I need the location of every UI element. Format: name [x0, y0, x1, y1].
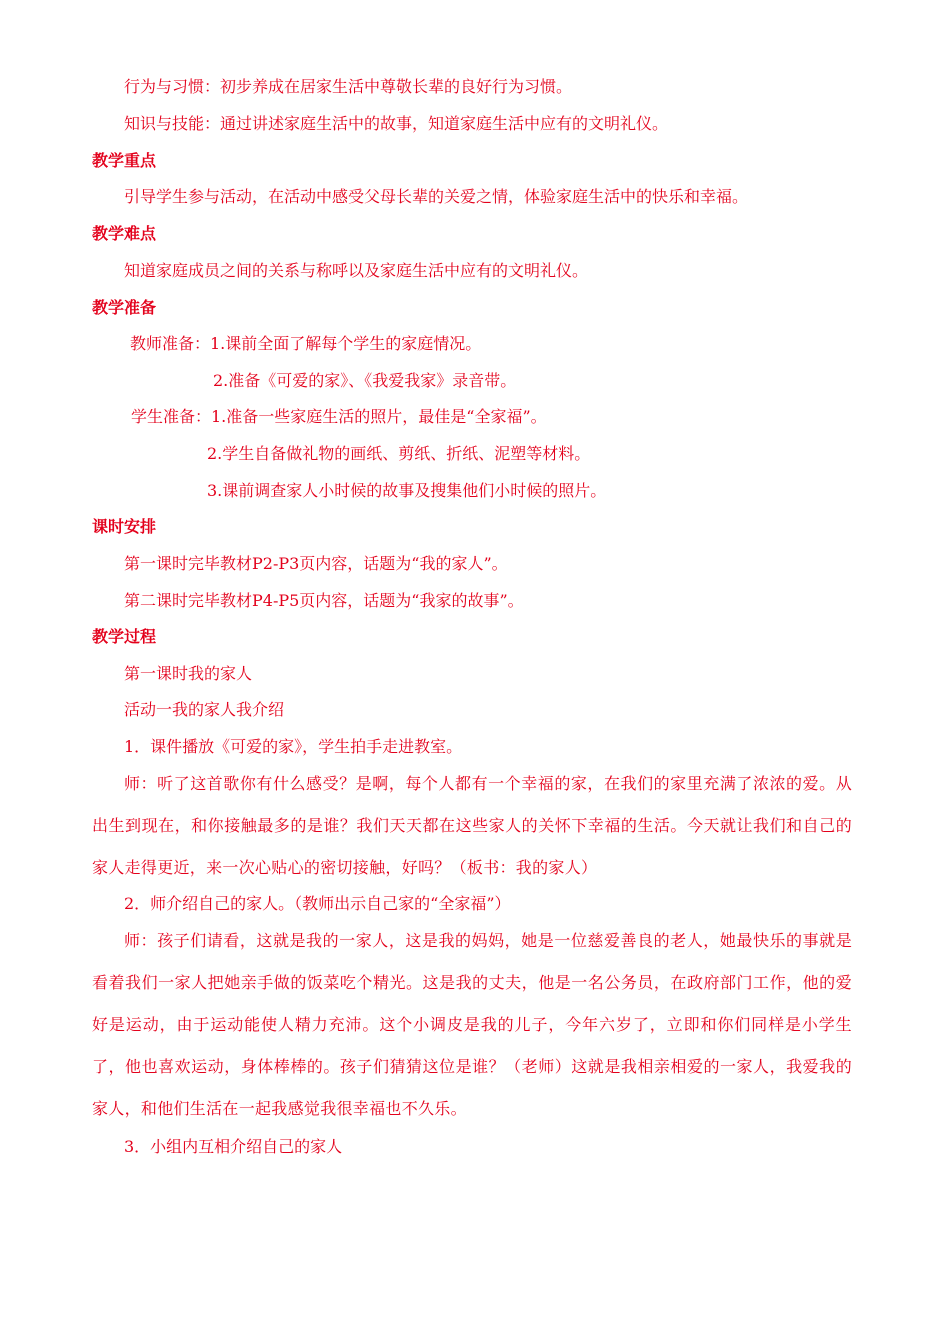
teacher-prep-item-2: 2.准备《可爱的家》、《我爱我家》录音带。 — [213, 371, 517, 390]
heading-teaching-focus: 教学重点 — [92, 151, 157, 170]
schedule-lesson-1: 第一课时完毕教材P2-P3页内容，话题为“我的家人”。 — [124, 554, 508, 573]
step-1: 1．课件播放《可爱的家》，学生拍手走进教室。 — [124, 737, 463, 756]
step-3: 3．小组内互相介绍自己的家人 — [124, 1137, 343, 1156]
heading-teaching-difficulty: 教学难点 — [92, 224, 157, 243]
schedule-lesson-2: 第二课时完毕教材P4-P5页内容，话题为“我家的故事”。 — [124, 591, 524, 610]
objective-knowledge: 知识与技能：通过讲述家庭生活中的故事，知道家庭生活中应有的文明礼仪。 — [124, 114, 669, 133]
teacher-speech-paragraph-1: 师：听了这首歌你有什么感受？是啊，每个人都有一个幸福的家，在我们的家里充满了浓浓的爱。从出生到现在，和你接触最多的是谁？我们天天都在这些家人的关怀下幸福的生活。今天就让我们和自己的家人走得更近，来一次心贴心的密切接触，好吗？（板书：我的家人） — [92, 774, 852, 877]
student-prep-item-1: 学生准备：1.准备一些家庭生活的照片，最佳是“全家福”。 — [131, 407, 547, 426]
activity-1-title: 活动一我的家人我介绍 — [124, 700, 285, 719]
heading-teaching-process: 教学过程 — [92, 627, 157, 646]
student-prep-item-3: 3.课前调查家人小时候的故事及搜集他们小时候的照片。 — [207, 481, 607, 500]
teacher-prep-item-1: 教师准备：1.课前全面了解每个学生的家庭情况。 — [130, 334, 482, 353]
teaching-difficulty-text: 知道家庭成员之间的关系与称呼以及家庭生活中应有的文明礼仪。 — [124, 261, 589, 280]
heading-teaching-preparation: 教学准备 — [92, 298, 157, 317]
objective-habit: 行为与习惯：初步养成在居家生活中尊敬长辈的良好行为习惯。 — [124, 77, 573, 96]
teaching-focus-text: 引导学生参与活动，在活动中感受父母长辈的关爱之情，体验家庭生活中的快乐和幸福。 — [124, 187, 749, 206]
lesson-1-title: 第一课时我的家人 — [124, 664, 253, 683]
teacher-speech-paragraph-2: 师：孩子们请看，这就是我的一家人，这是我的妈妈，她是一位慈爱善良的老人，她最快乐的事就是看着我们一家人把她亲手做的饭菜吃个精光。这是我的丈夫，他是一名公务员，在政府部门工作，他的爱好是运动，由于运动能使人精力充沛。这个小调皮是我的儿子，今年六岁了，立即和你们同样是小学生了，他也喜欢运动，身体棒棒的。孩子们猜猜这位是谁？（老师）这就是我相亲相爱的一家人，我爱我的家人，和他们生活在一起我感觉我很幸福也不久乐。 — [92, 931, 852, 1118]
step-2: 2．师介绍自己的家人。（教师出示自己家的“全家福”） — [124, 894, 511, 913]
heading-class-schedule: 课时安排 — [92, 517, 157, 536]
student-prep-item-2: 2.学生自备做礼物的画纸、剪纸、折纸、泥塑等材料。 — [207, 444, 591, 463]
